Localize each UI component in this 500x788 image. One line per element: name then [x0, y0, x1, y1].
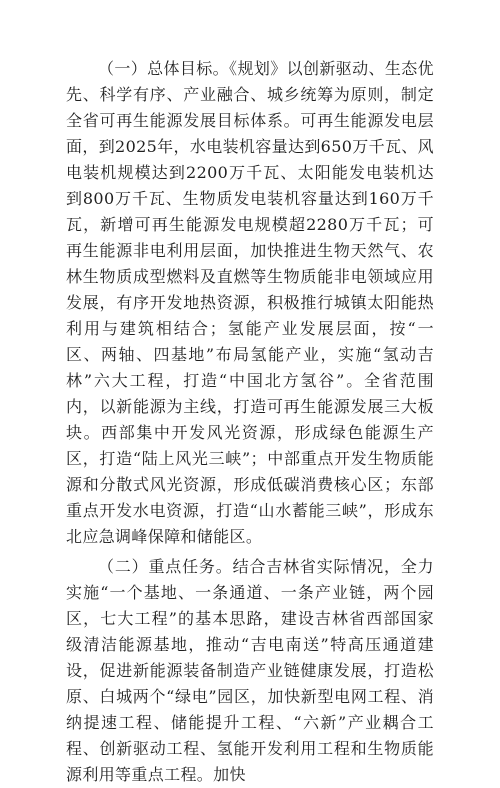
- document-page: [66, 56, 434, 788]
- paragraph-key-tasks: （二）重点任务。结合吉林省实际情况，全力实施“一个基地、一条通道、一条产业链，两个园区，七大工程”的基本思路，建设吉林省西部国家级清洁能源基地，推动“吉电南送”特高压通道建设，促进新能源装备制造产业链健康发展，打造松原、白城两个“绿电”园区，加快新型电网工程、消纳提速工程、储能提升工程、“六新”产业耦合工程、创新驱动工程、氢能开发利用工程和生物质能源利用等重点工程。加快: [66, 557, 434, 784]
- paragraph-overall-goals: （一）总体目标。《规划》以创新驱动、生态优先、科学有序、产业融合、城乡统筹为原则，制定全省可再生能源发展目标体系。可再生能源发电层面，到2025年，水电装机容量达到650万千瓦、风电装机规模达到2200万千瓦、太阳能发电装机达到800万千瓦、生物质发电装机容量达到160万千瓦，新增可再生能源发电规模超2280万千瓦；可再生能源非电利用层面，加快推进生物天然气、农林生物质成型燃料及直燃等生物质能非电领域应用发展，有序开发地热资源，积极推行城镇太阳能热利用与建筑相结合；氢能产业发展层面，按“一区、两轴、四基地”布局氢能产业，实施“氢动吉林”六大工程，打造“中国北方氢谷”。全省范围内，以新能源为主线，打造可再生能源发展三大板块。西部集中开发风光资源，形成绿色能源生产区，打造“陆上风光三峡”；中部重点开发生物质能源和分散式风光资源，形成低碳消费核心区；东部重点开发水电资源，打造“山水蓄能三峡”，形成东北应急调峰保障和储能区。: [66, 59, 435, 546]
